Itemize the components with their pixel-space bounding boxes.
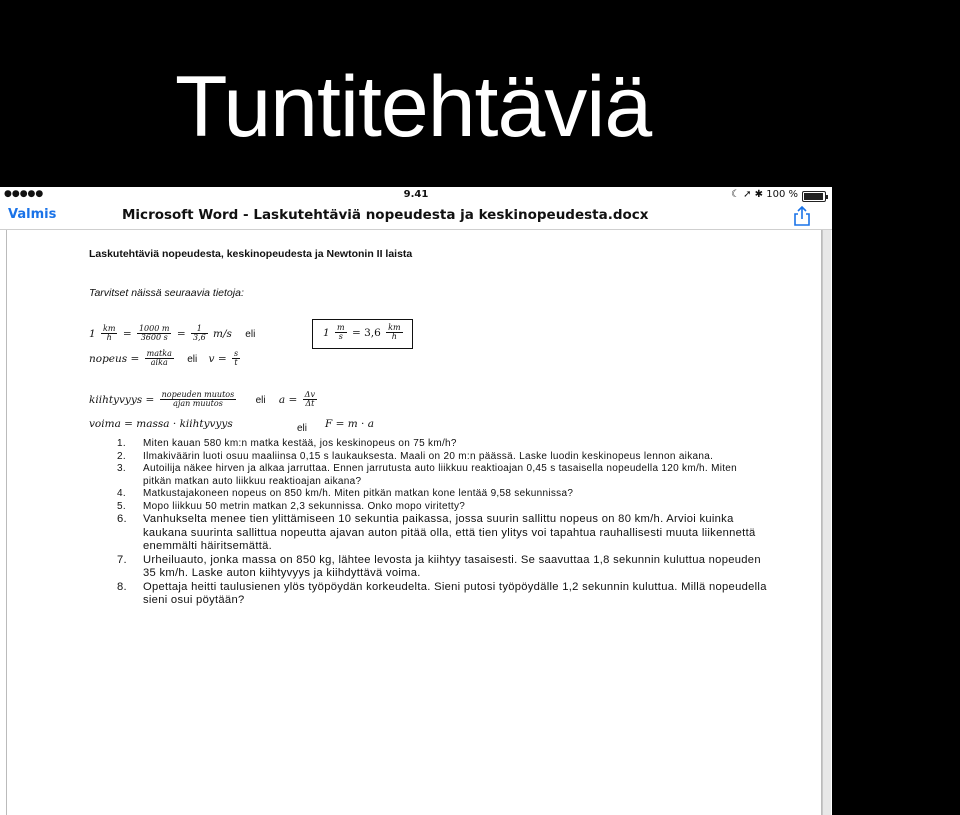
status-time: 9.41 xyxy=(403,189,429,200)
signal-icon: ●●●●● xyxy=(4,189,44,199)
formula-acceleration: kiihtyvyys = $\frac{\text{nopeuden muutos}}{\text{ajan muutos}}$ eli a = $\frac{\Delta v}{\Delta t}$ xyxy=(89,390,315,409)
slide-title: Tuntitehtäviä xyxy=(175,59,652,155)
task-item: 8. Opettaja heitti taulusienen ylös työpöydän korkeudelta. Sieni putosi työpöydälle 1,2 sekunnin kuluttua. Millä nopeudella sieni osui pöytään? xyxy=(117,580,767,606)
task-item: 3. Autoilija näkee hirven ja alkaa jarruttaa. Ennen jarrutusta auto liikkuu reaktioajan 0,45 s tasaisella nopeudella 120 km/h. Miten pitkän matkan auto liikkuu reaktioajan aikana? xyxy=(117,463,738,487)
formula-force-rhs: F = m · a xyxy=(325,418,374,430)
share-icon[interactable] xyxy=(792,206,812,226)
task-item: 7. Urheiluauto, jonka massa on 850 kg, lähtee levosta ja kiihtyy tasaisesti. Se saavuttaa 1,8 sekunnin kuluttua nopeuden 35 km/h. Laske auton kiihtyvyys ja kiihdyttävä voima. xyxy=(117,553,761,579)
formula-unit-conversion: 1 $\frac{km}{h}$ = $\frac{1000 m}{3600 s}$ = $\frac{1}{3,6}$ m/s eli xyxy=(89,324,256,343)
formula-speed: nopeus = $\frac{\text{matka}}{\text{aika}}$ eli v = $\frac{s}{t}$ xyxy=(89,349,239,368)
status-indicators: ☾ ➚ ✱ 100 % xyxy=(730,189,798,200)
formula-force-eli: eli xyxy=(297,423,308,434)
battery-icon xyxy=(802,191,826,202)
document-heading: Laskutehtäviä nopeudesta, keskinopeudesta ja Newtonin II laista xyxy=(89,248,413,260)
task-item: 4. Matkustajakoneen nopeus on 850 km/h. Miten pitkän matkan kone lentää 9,58 sekunnissa? xyxy=(117,488,574,499)
document-page[interactable] xyxy=(6,230,822,815)
formula-force-line: voima = massa · kiihtyvyys xyxy=(89,418,233,430)
status-bar xyxy=(0,187,832,203)
document-subheading: Tarvitset näissä seuraavia tietoja: xyxy=(89,287,244,299)
document-scrollbar[interactable] xyxy=(822,230,831,815)
task-item: 5. Mopo liikkuu 50 metrin matkan 2,3 sekunnissa. Onko mopo viritetty? xyxy=(117,500,466,512)
task-item: 2. Ilmakiväärin luoti osuu maaliinsa 0,15 s laukauksesta. Maali on 20 m:n päässä. Laske luodin keskinopeus lennon aikana. xyxy=(117,450,714,462)
formula-box: 1 $\frac{m}{s}$ = 3,6 $\frac{km}{h}$ xyxy=(312,319,413,349)
task-item: 6. Vanhukselta menee tien ylittämiseen 10 sekuntia paikassa, jossa suurin sallittu nopeus on 80 km/h. Arvioi kuinka kaukana suurinta sallittua nopeutta ajavan auton pitää olla, että tien ylitys voi tapahtua rauhallisesti muuta liikennettä enemmälti häiritsemättä. xyxy=(117,513,756,552)
document-title: Microsoft Word - Laskutehtäviä nopeudesta ja keskinopeudesta.docx xyxy=(122,207,649,223)
ipad-screenshot xyxy=(0,187,832,815)
task-list xyxy=(117,438,767,608)
task-item: 1. Miten kauan 580 km:n matka kestää, jos keskinopeus on 75 km/h? xyxy=(117,438,457,449)
done-button[interactable]: Valmis xyxy=(8,207,57,222)
viewer-toolbar xyxy=(0,203,832,230)
